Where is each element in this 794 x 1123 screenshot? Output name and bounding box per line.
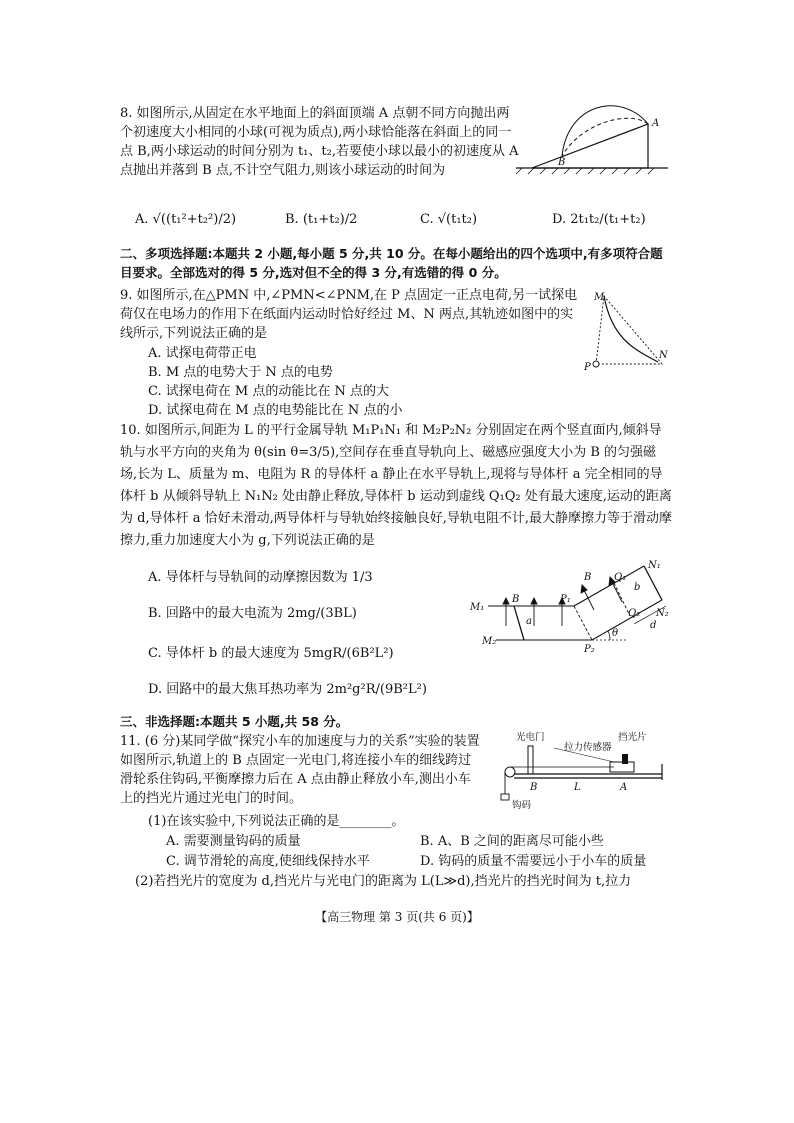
q8-option-c: C. √(t₁t₂) bbox=[420, 212, 478, 227]
q9-option-a: A. 试探电荷带正电 bbox=[148, 346, 257, 361]
q11-option-a: A. 需要测量钩码的质量 bbox=[166, 834, 301, 849]
q11-option-c: C. 调节滑轮的高度,使细线保持水平 bbox=[166, 854, 370, 869]
q10-label-n2: N₂ bbox=[656, 608, 669, 619]
q9-label-n: N bbox=[659, 350, 668, 361]
q10-option-a: A. 导体杆与导轨间的动摩擦因数为 1/3 bbox=[148, 570, 373, 585]
q11-label-b: B bbox=[530, 782, 538, 793]
q11-label-photogate: 光电门 bbox=[516, 732, 545, 743]
q10-label-q2: Q₂ bbox=[628, 608, 641, 619]
q10-label-p2: P₂ bbox=[584, 644, 595, 654]
q9-label-m: M bbox=[594, 292, 605, 303]
section-2-heading: 二、多项选择题:本题共 2 小题,每小题 5 分,共 10 分。在每小题给出的四个选项中,有多项符合题目要求。全部选对的得 5 分,选对但不全的得 3 分,有选错的得 0 分。 bbox=[120, 246, 663, 280]
q11-option-b: B. A、B 之间的距离尽可能小些 bbox=[420, 834, 604, 849]
q11-sub1: (1)在该实验中,下列说法正确的是________。 bbox=[148, 814, 405, 829]
q8-option-d: D. 2t₁t₂/(t₁+t₂) bbox=[552, 212, 646, 227]
q10-label-m2: M₂ bbox=[482, 636, 497, 647]
q11-label-force-sensor: 拉力传感器 bbox=[564, 742, 612, 753]
q11-label-shutter: 挡光片 bbox=[618, 732, 647, 743]
q11-figure bbox=[494, 728, 672, 812]
q10-option-b: B. 回路中的最大电流为 2mg/(3BL) bbox=[148, 606, 357, 621]
q10-label-p1: P₁ bbox=[560, 594, 571, 605]
q9-figure bbox=[584, 284, 674, 374]
q8-figure bbox=[512, 98, 672, 178]
q10-label-b-left: B bbox=[512, 594, 520, 605]
q9-option-b: B. M 点的电势大于 N 点的电势 bbox=[148, 365, 333, 380]
q10-label-m1: M₁ bbox=[470, 602, 485, 613]
q10-option-d: D. 回路中的最大焦耳热功率为 2m²g²R/(9B²L²) bbox=[148, 682, 427, 697]
q10-figure bbox=[466, 558, 676, 654]
q10-label-n1: N₁ bbox=[648, 560, 661, 571]
q9-option-c: C. 试探电荷在 M 点的动能比在 N 点的大 bbox=[148, 384, 389, 399]
q9-stem: 9. 如图所示,在△PMN 中,∠PMN<∠PNM,在 P 点固定一正点电荷,另一试探电荷仅在电场力的作用下在纸面内运动时恰好经过 M、N 两点,其轨迹如图中的实线所示,下列说法正确的是 bbox=[120, 288, 578, 341]
q10-label-theta: θ bbox=[612, 628, 619, 639]
q10-label-rod-b: b bbox=[634, 582, 641, 593]
q11-sub2: (2)若挡光片的宽度为 d,挡光片与光电门的距离为 L(L≫d),挡光片的挡光时间为 t,拉力 bbox=[135, 874, 632, 889]
q11-label-l: L bbox=[574, 782, 581, 793]
q10-stem: 10. 如图所示,间距为 L 的平行金属导轨 M₁P₁N₁ 和 M₂P₂N₂ 分别固定在两个竖直面内,倾斜导轨与水平方向的夹角为 θ(sin θ=3/5),空间存在垂直导轨向上、磁感应强度大小为 B 的匀强磁场,长为 L、质量为 m、电阻为 R 的导体杆 a 静止在水平导轨上,现将与导体杆 a 完全相同的导体杆 b 从倾斜导轨上 N₁N₂ 处由静止释放,导体杆 b 运动到虚线 Q₁Q₂ 处有最大速度,运动的距离为 d,导体杆 a 恰好未滑动,两导体杆与导轨始终接触良好,导轨电阻不计,最大静摩擦力等于滑动摩擦力,重力加速度大小为 g,下列说法正确的是 bbox=[120, 423, 672, 548]
q8-option-a: A. √((t₁²+t₂²)/2) bbox=[135, 212, 237, 227]
q10-label-d: d bbox=[650, 620, 657, 631]
q8-stem: 8. 如图所示,从固定在水平地面上的斜面顶端 A 点朝不同方向抛出两个初速度大小相同的小球(可视为质点),两小球恰能落在斜面上的同一点 B,两小球运动的时间分别为 t₁、t₂,若要使小球以最小的初速度从 A 点抛出并落到 B 点,不计空气阻力,则该小球运动的时间为 bbox=[120, 106, 519, 178]
q9-option-d: D. 试探电荷在 M 点的电势能比在 N 点的小 bbox=[148, 403, 403, 418]
section-3-heading: 三、非选择题:本题共 5 小题,共 58 分。 bbox=[120, 714, 349, 729]
q11-label-weight: 钩码 bbox=[512, 800, 532, 811]
q8-label-b: B bbox=[558, 157, 566, 168]
q10-label-b-top: B bbox=[584, 572, 592, 583]
q8-option-b: B. (t₁+t₂)/2 bbox=[285, 212, 358, 227]
q8-label-a: A bbox=[652, 118, 660, 129]
q10-label-a: a bbox=[526, 616, 532, 627]
q11-stem: 11. (6 分)某同学做“探究小车的加速度与力的关系”实验的装置如图所示,轨道上的 B 点固定一光电门,将连接小车的细线跨过滑轮系住钩码,平衡摩擦力后在 A 点由静止释放小车,测出小车上的挡光片通过光电门的时间。 bbox=[120, 734, 480, 806]
q11-label-a: A bbox=[620, 782, 628, 793]
q10-label-q1: Q₁ bbox=[614, 572, 627, 583]
q11-option-d: D. 钩码的质量不需要远小于小车的质量 bbox=[420, 854, 647, 869]
page-footer: 【高三物理 第 3 页(共 6 页)】 bbox=[315, 910, 479, 924]
q9-label-p: P bbox=[584, 362, 591, 373]
q10-option-c: C. 导体杆 b 的最大速度为 5mgR/(6B²L²) bbox=[148, 646, 394, 661]
